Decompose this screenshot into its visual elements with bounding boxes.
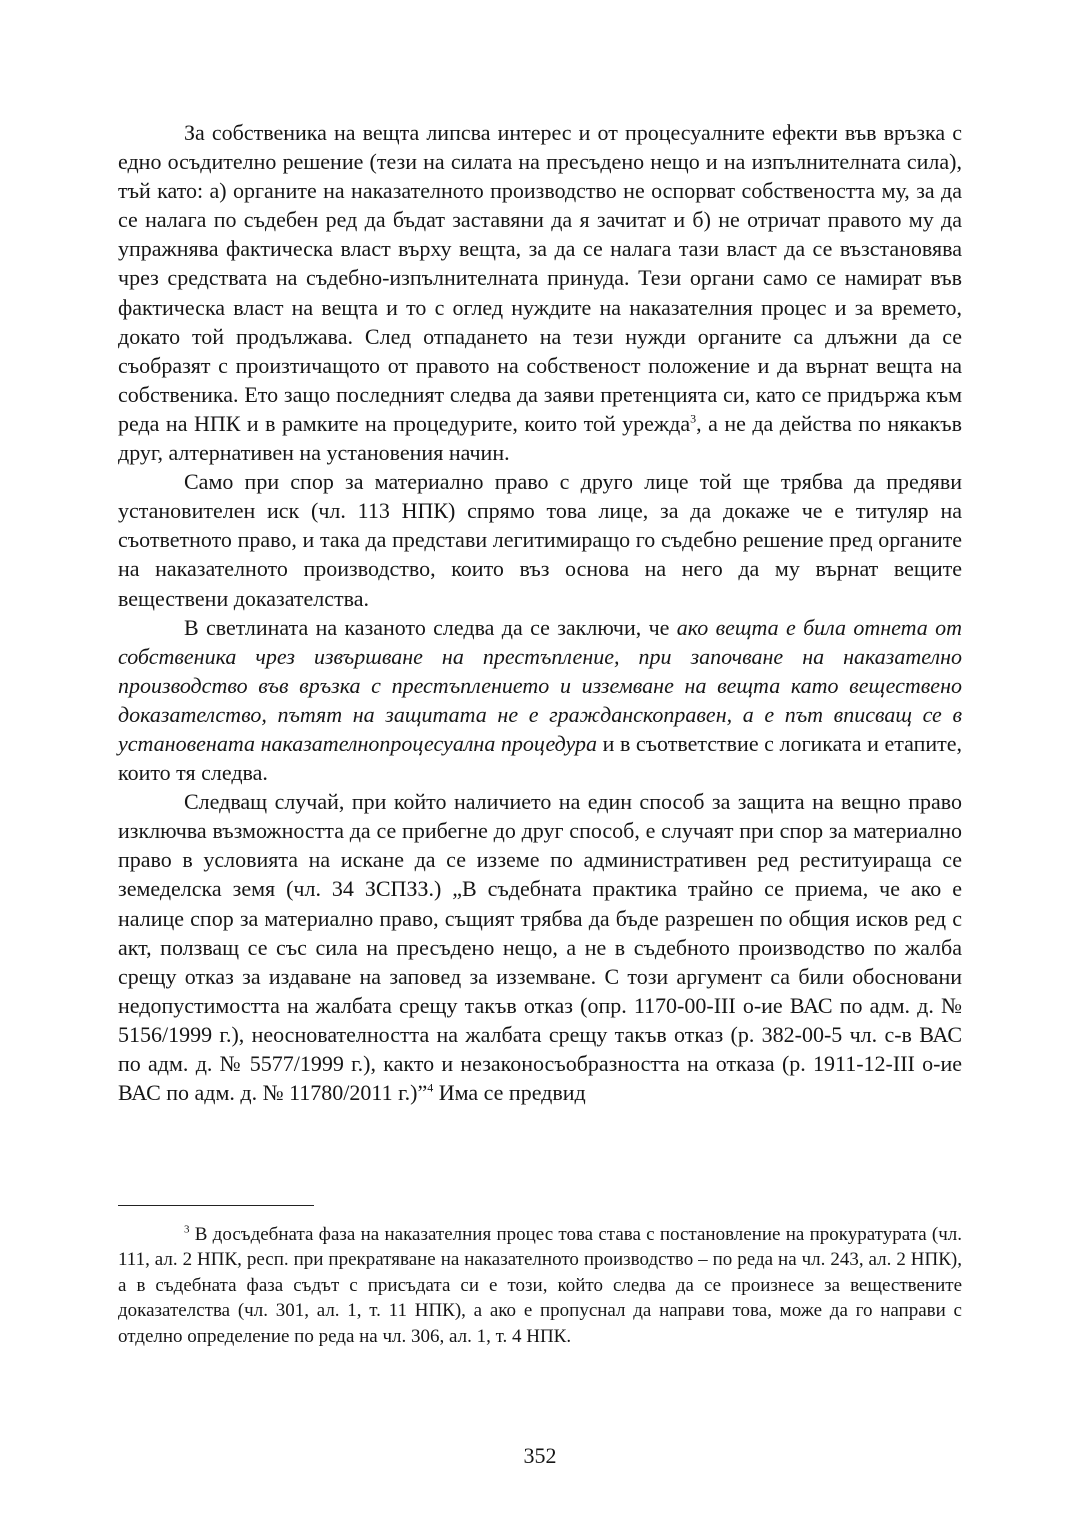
paragraph-3 — [118, 613, 962, 788]
footnote-number: 3 — [184, 1223, 190, 1236]
footnote-3-paragraph — [118, 1222, 962, 1349]
paragraph-4-text: Следващ случай, при който наличието на един способ за защита на вещно право изключва възможността да се прибегне до друг способ, е случаят при спор за материално право в условията на искане да се изземе по административен ред реституираща се земеделска земя (чл. 34 ЗСПЗЗ.) „В съдебната практика трайно се приема, че ако е налице спор за материално право, същият трябва да бъде разрешен по общия исков ред с акт, ползващ се със сила на пресъдено нещо, а не в съдебното производство по жалба срещу отказ за издаване на заповед за изземване. С този аргумент са били обосновани недопустимостта на жалбата срещу такъв отказ (опр. 1170-00-III о-ие ВАС по адм. д. № 5156/1999 г.), неоснователността на жалбата срещу такъв отказ (р. 382-00-5 чл. с-в ВАС по адм. д. № 5577/1999 г.), както и незаконосъобразността на отказа (р. 1911-12-III о-ие ВАС по адм. д. № 11780/2011 г.)” — [118, 789, 962, 1106]
paragraph-2: Само при спор за материално право с друго лице той ще трябва да предяви установителен иск (чл. 113 НПК) спрямо това лице, за да докаже че е титуляр на съответното право, и така да представи легитимиращо го съдебно решение пред органите на наказателното производство, които въз основа на него да му върнат вещите веществени доказателства. — [118, 469, 962, 611]
paragraph-1 — [118, 118, 962, 467]
footnote-reference-4[interactable]: 4 — [427, 1080, 434, 1095]
paragraph-1-text: За собственика на вещта липсва интерес и от процесуалните ефекти във връзка с едно осъдително решение (тези на силата на пресъдено нещо и на изпълнителната сила), тъй като: а) органите на наказателното производство не оспорват собствеността му, за да се налага по съдебен ред да бъдат заставяни да я зачитат и б) не отричат правото му да упражнява фактическа власт върху вещта, за да се налага тази власт да се възстановява чрез средствата на съдебно-изпълнителната принуда. Тези органи само се намират във фактическа власт на вещта и то с оглед нуждите на наказателния процес и за времето, докато той продължава. След отпадането на тези нужди органите са длъжни да се съобразят с произтичащото от правото на собственост положение и да върнат вещта на собственика. Ето защо последният следва да заяви претенцията си, като се придържа към реда на НПК и в рамките на процедурите, които той урежда — [118, 120, 962, 436]
footnote-separator — [118, 1205, 314, 1206]
page-number: 352 — [523, 1443, 557, 1468]
footnote-3 — [118, 1222, 962, 1349]
body-text — [118, 118, 962, 1107]
paragraph-4 — [118, 787, 962, 1107]
paragraph-3-emphasis: ако вещта е била отнета от собственика чрез извършване на престъпление, при започване на наказателно производство във връзка с престъплението и изземване на вещта като веществено доказателство, пътят на защитата не е гражданскоправен, а е път вписващ се в установената наказателнопроцесуална процедура — [118, 614, 963, 756]
paragraph-3-lead: В светлината на казаното следва да се заключи, че — [184, 614, 677, 640]
paragraph-1-text-after: , а не да действа по някакъв друг, алтернативен на установения начин. — [118, 410, 962, 466]
footnote-text: В досъдебната фаза на наказателния процес това става с постановление на прокуратурата (чл. 111, ал. 2 НПК, респ. при прекратяване на наказателното производство – по реда на чл. 243, ал. 2 НПК), а в съдебната фаза съдът с присъдата си е този, който следва да се произнесе за веществените доказателства (чл. 301, ал. 1, т. 11 НПК), а ако е пропуснал да направи това, може да го направи с отделно определение по реда на чл. 306, ал. 1, т. 4 НПК. — [118, 1224, 962, 1347]
paragraph-4-text-after: Има се предвид — [433, 1080, 586, 1106]
footnote-reference-3[interactable]: 3 — [690, 411, 697, 426]
paragraph-3-tail: и в съответствие с логиката и етапите, които тя следва. — [118, 730, 962, 786]
